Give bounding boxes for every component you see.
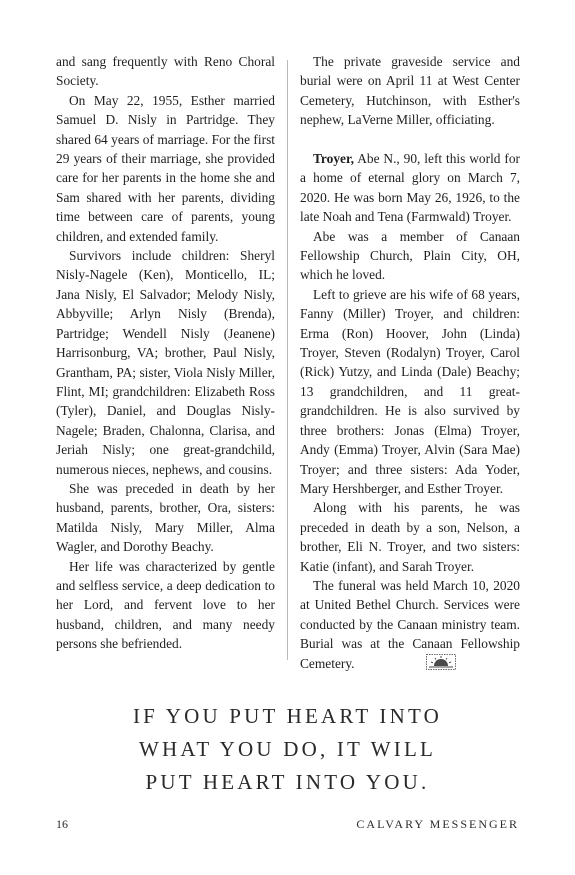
obituary-paragraph: On May 22, 1955, Esther married Samuel D. Nisly in Partridge. They shared 64 years of marriage. For the first 29 years of their marriage, she provided care for her parents in the home she and Sam shared with her parents, dividing time between care of parents, young children, and extended family. [56,92,275,244]
obituary-paragraph: The private graveside service and burial were on April 11 at West Center Cemetery, Hutchinson, with Esther's nephew, LaVerne Miller, officiating. [300,54,520,128]
obituary-paragraph: and sang frequently with Reno Choral Society. [56,54,275,89]
obituary-paragraph: Along with his parents, he was preceded in death by a son, Nelson, a brother, Eli N. Troyer, and two sisters: Katie (infant), and Sarah Troyer. [300,500,520,574]
obituary-paragraph: Survivors include children: Sheryl Nisly-Nagele (Ken), Monticello, IL; Jana Nisly, El Salvador; Melody Nisly, Abbyville; Arlyn Nisly (Brenda), Partridge; Wendell Nisly (Jeanene) Harrisonburg, VA; brother, Paul Nisly, Grantham, PA; sister, Viola Nisly Miller, Flint, MI; grandchildren: Elizabeth Ross (Tyler), Daniel, and Douglas Nisly-Nagele; Braden, Chalonna, Clarisa, and Jeriah Nisly; one great-grandchild, numerous nieces, nephews, and cousins. [56,248,275,477]
right-column [300,52,520,675]
obituary-paragraph [300,149,520,227]
obituary-paragraph: Left to grieve are his wife of 68 years, Fanny (Miller) Troyer, and children: Erma (Ron) Hoover, John (Linda) Troyer, Steven (Rodalyn) Troyer, Carol (Rick) Yutzy, and Linda (Dale) Beachy; 13 grandchildren, and 11 great-grandchildren. He is also survived by three brothers: Jonas (Elma) Troyer, Andy (Emma) Troyer, Alvin (Sara Mae) Troyer; and three sisters: Ada Yoder, Mary Hershberger, and Esther Troyer. [300,286,520,496]
quote-line: PUT HEART INTO YOU. [145,770,430,794]
obituary-paragraph: Her life was characterized by gentle and selfless service, a deep dedication to her Lord, and fervent love to her husband, children, and many needy persons she befriended. [56,558,275,652]
sunrise-ornament-icon [413,654,456,675]
publication-title: CALVARY MESSENGER [356,817,519,831]
page-number: 16 [56,817,68,831]
obituary-paragraph: She was preceded in death by her husband, parents, brother, Ora, sisters: Matilda Nisly, Mary Miller, Alma Wagler, and Dorothy Beachy. [56,480,275,555]
quote-line: WHAT YOU DO, IT WILL [138,737,437,761]
quote-line: IF YOU PUT HEART INTO [132,704,442,728]
left-column [56,52,275,654]
obituary-text: The funeral was held March 10, 2020 at United Bethel Church. Services were conducted by the Canaan ministry team. Burial was at the Canaan Fellowship Cemetery. [300,577,520,671]
obituary-paragraph: Abe was a member of Canaan Fellowship Church, Plain City, OH, which he loved. [300,228,520,283]
obituary-name: Troyer, [313,151,355,167]
obituary-paragraph [300,576,520,675]
column-divider [287,60,288,660]
paragraph-spacer [300,130,520,149]
pull-quote [0,700,575,799]
obituary-text: Abe N., 90, left this world for a home of eternal glory on March 7, 2020. He was born May 26, 1926, to the late Noah and Tena (Farmwald) Troyer. [300,151,520,225]
